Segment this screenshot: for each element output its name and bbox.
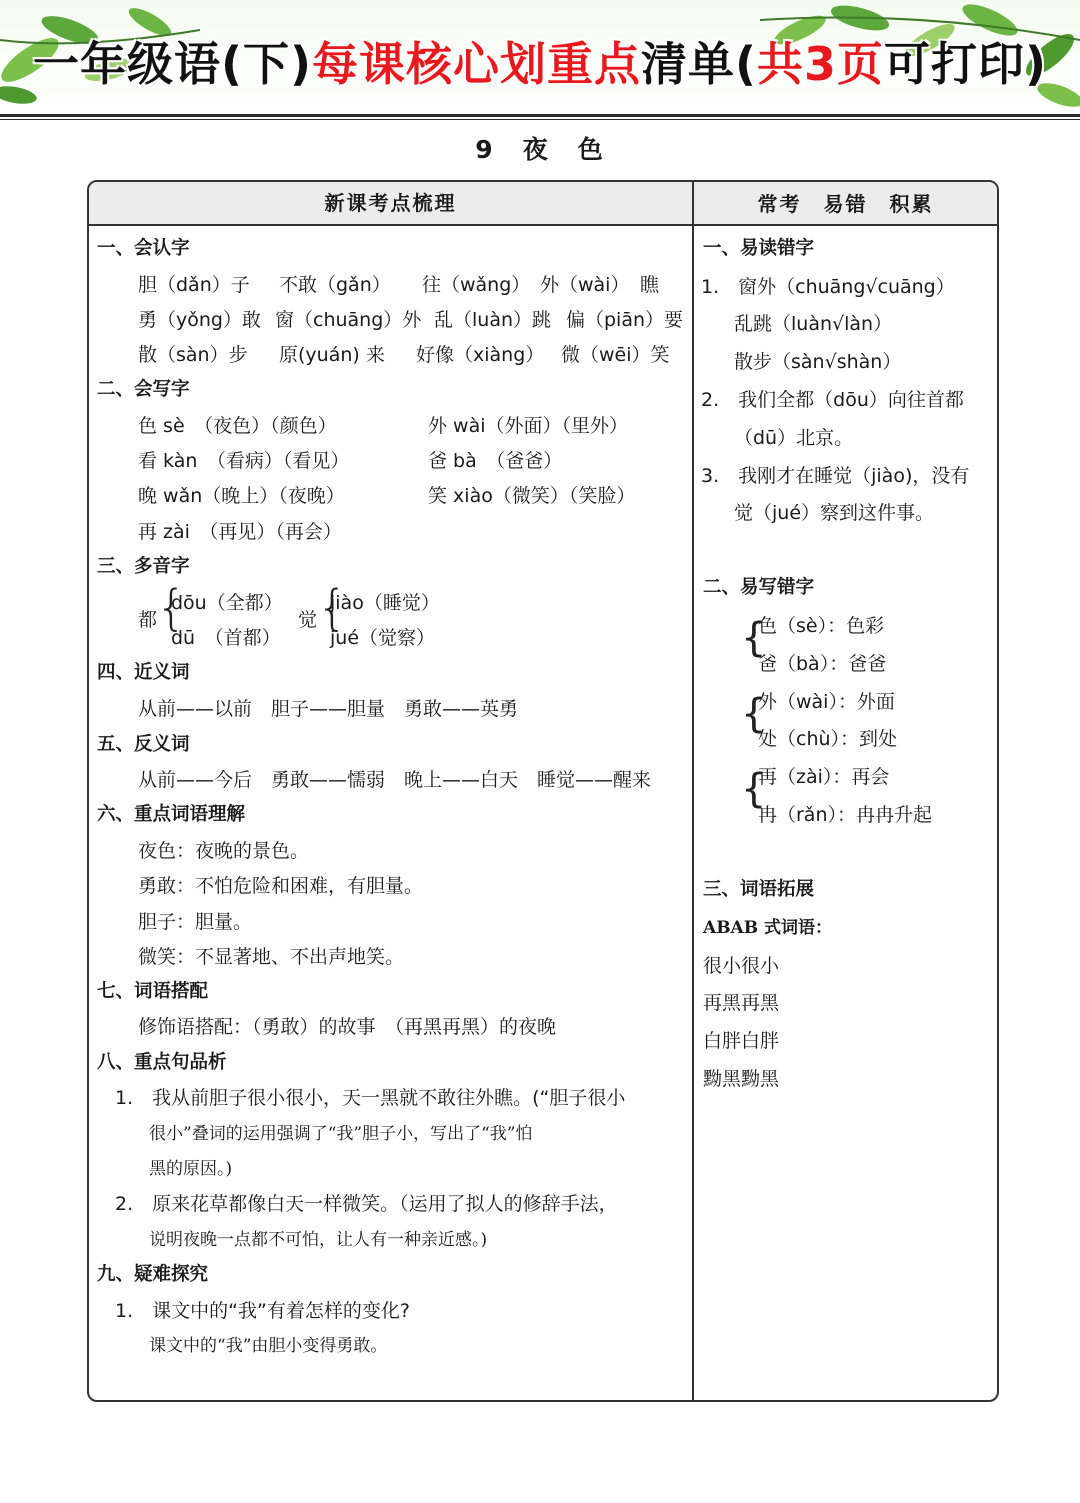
word-meaning-item: 夜色：夜晚的景色。 [138, 840, 310, 862]
brace-icon: { [156, 580, 187, 636]
miswrite-item: 处（chù）：到处 [758, 728, 898, 750]
column-divider [692, 182, 694, 1400]
misread-line: 3. 我刚才在睡觉（jiào)，没有 [701, 465, 970, 487]
key-sentence-line: 说明夜晚一点都不可怕，让人有一种亲近感。) [149, 1230, 488, 1250]
polyphone-reading: jué（觉察） [330, 627, 436, 649]
misread-line: 1. 窗外（chuāng√cuāng） [701, 276, 955, 298]
write-item: 看 kàn （看病）（看见） [138, 450, 350, 472]
inquiry-answer: 课文中的“我”由胆小变得勇敢。 [149, 1336, 388, 1356]
table-header-row [89, 182, 997, 226]
page-banner-title [0, 28, 1080, 94]
abab-word: 再黑再黑 [703, 992, 780, 1014]
recognize-item: 往（wǎng） [422, 274, 531, 296]
polyphone-reading: dōu（全都） [171, 592, 283, 614]
recognize-item: 不敢（gǎn） [279, 274, 391, 296]
polyphone-char: 觉 [298, 609, 318, 631]
section-inquiry-title: 九、疑难探究 [97, 1264, 209, 1285]
misread-line: 2. 我们全都（dōu）向往首都 [701, 389, 964, 411]
banner-title-part4: 共3页 [757, 37, 885, 91]
misread-line: 觉（jué）察到这件事。 [734, 502, 935, 524]
banner-title-part2: 每课核心划重点 [311, 37, 641, 91]
brace-icon: { [741, 615, 767, 661]
miswrite-item: 爸（bà）：爸爸 [758, 653, 887, 675]
recognize-item: 勇（yǒng）敢 [138, 309, 261, 331]
section-word-meaning-title: 六、重点词语理解 [97, 804, 246, 825]
key-sentence-line: 很小”叠词的运用强调了“我”胆子小，写出了“我”怕 [149, 1124, 533, 1144]
section-synonym-title: 四、近义词 [97, 662, 190, 683]
brace-icon: { [317, 580, 348, 636]
brace-icon: { [741, 766, 767, 812]
recognize-item: 窗（chuāng）外 [275, 309, 422, 331]
recognize-item: 好像（xiàng） [416, 344, 545, 366]
recognize-item: 瞧 [640, 274, 660, 296]
banner-rule-thick [0, 114, 1080, 117]
polyphone-reading: jiào（睡觉） [330, 592, 440, 614]
recognize-item: 乱（luàn）跳 [434, 309, 552, 331]
banner-title-part3: 清单( [640, 37, 758, 91]
write-item: 笑 xiào（微笑）（笑脸） [428, 485, 636, 507]
lesson-title [0, 130, 1080, 166]
recognize-item: 原(yuán) 来 [279, 344, 385, 366]
miswrite-item: 再（zài）：再会 [758, 766, 890, 788]
collocation-text: 修饰语搭配：（勇敢）的故事 （再黑再黑）的夜晚 [138, 1016, 557, 1038]
section-key-sentence-title: 八、重点句品析 [97, 1052, 227, 1073]
banner-rule-thin [0, 119, 1080, 120]
misread-line: （dū）北京。 [734, 427, 854, 449]
miswrite-item: 冉（rǎn）：冉冉升起 [758, 804, 932, 826]
header-banner [0, 0, 1080, 112]
section-write-title: 二、会写字 [97, 379, 190, 400]
recognize-item: 外（wài） [540, 274, 630, 296]
lesson-number: 9 [475, 135, 495, 164]
write-item: 外 wài（外面）（里外） [428, 415, 629, 437]
synonym-list: 从前——以前 胆子——胆量 勇敢——英勇 [138, 698, 519, 720]
polyphone-char: 都 [138, 609, 158, 631]
word-meaning-item: 勇敢：不怕危险和困难，有胆量。 [138, 875, 424, 897]
section-collocation-title: 七、词语搭配 [97, 981, 209, 1002]
abab-word: 白胖白胖 [703, 1030, 780, 1052]
lesson-title-char-b: 色 [577, 135, 605, 164]
recognize-item: 微（wēi）笑 [561, 344, 670, 366]
key-sentence-line: 2. 原来花草都像白天一样微笑。（运用了拟人的修辞手法， [115, 1193, 618, 1215]
miswrite-item: 外（wài）：外面 [758, 691, 895, 713]
recognize-item: 胆（dǎn）子 [138, 274, 250, 296]
recognize-item: 散（sàn）步 [138, 344, 248, 366]
abab-word: 黝黑黝黑 [703, 1068, 780, 1090]
miswrite-item: 色（sè）：色彩 [758, 615, 885, 637]
lesson-title-char-a: 夜 [522, 135, 550, 164]
banner-title-part5: 可打印) [884, 37, 1048, 91]
section-polyphone-title: 三、多音字 [97, 556, 190, 577]
recognize-item: 偏（piān）要 [566, 309, 684, 331]
misread-line: 乱跳（luàn√làn） [734, 313, 893, 335]
section-expansion-title: 三、词语拓展 [703, 879, 815, 900]
key-sentence-line: 1. 我从前胆子很小很小，天一黑就不敢往外瞧。(“胆子很小 [115, 1087, 626, 1109]
word-meaning-item: 微笑：不显著地、不出声地笑。 [138, 946, 405, 968]
antonym-list: 从前——今后 勇敢——懦弱 晚上——白天 睡觉——醒来 [138, 769, 652, 791]
section-miswrite-title: 二、易写错字 [703, 577, 815, 598]
header-right-label: 常考 易错 积累 [757, 192, 934, 216]
section-misread-title: 一、易读错字 [703, 238, 815, 259]
summary-table [87, 180, 999, 1402]
write-item: 爸 bà （爸爸） [428, 450, 563, 472]
section-antonym-title: 五、反义词 [97, 734, 190, 755]
key-sentence-line: 黑的原因。) [149, 1159, 233, 1179]
inquiry-question: 1. 课文中的“我”有着怎样的变化? [115, 1300, 410, 1322]
write-item: 再 zài （再见）（再会） [138, 521, 342, 543]
header-left-label: 新课考点梳理 [324, 191, 457, 215]
word-meaning-item: 胆子：胆量。 [138, 911, 253, 933]
misread-line: 散步（sàn√shàn） [734, 351, 902, 373]
banner-title-part1: 一年级语(下) [32, 37, 312, 91]
write-item: 色 sè （夜色）（颜色） [138, 415, 337, 437]
brace-icon: { [741, 691, 767, 737]
abab-label: ABAB 式词语： [703, 918, 833, 938]
write-item: 晚 wǎn（晚上）（夜晚） [138, 485, 345, 507]
polyphone-reading: dū （首都） [171, 627, 281, 649]
section-recognize-title: 一、会认字 [97, 238, 190, 259]
abab-word: 很小很小 [703, 955, 780, 977]
